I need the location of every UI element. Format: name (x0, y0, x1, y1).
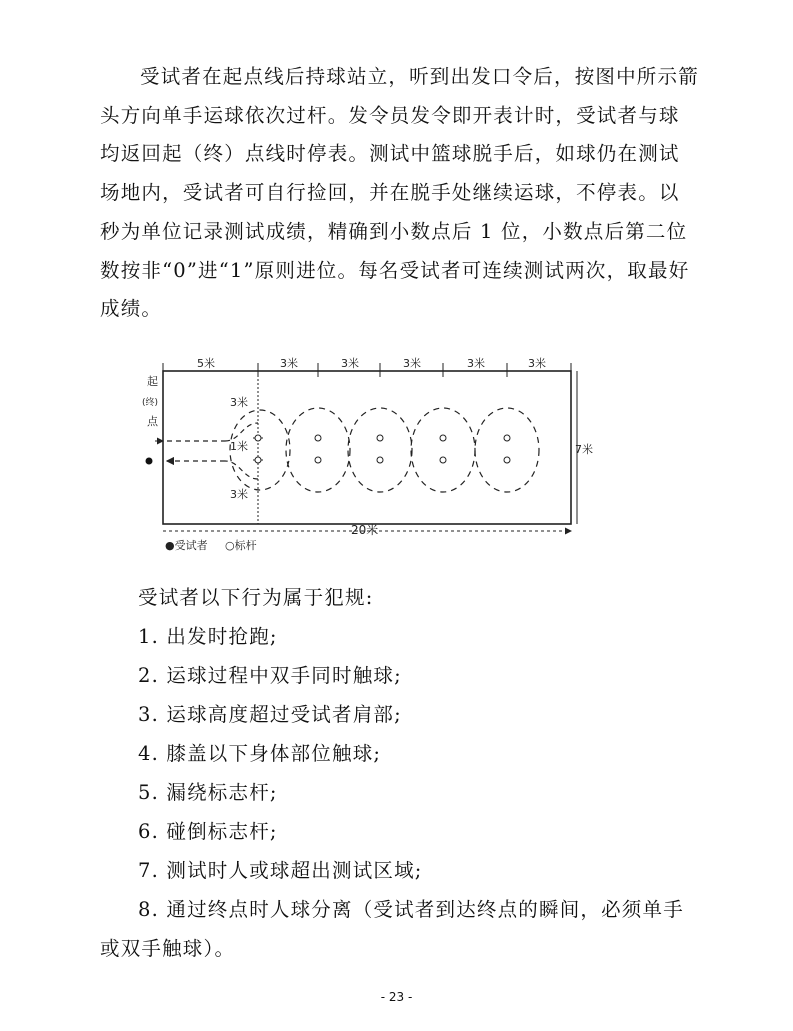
legend-player: ●受试者 (165, 539, 208, 552)
bottom-dim: 20米 (351, 523, 379, 537)
foul-4: 4. 膝盖以下身体部位触球; (138, 742, 382, 765)
top-label-2: 3米 (280, 357, 298, 370)
legend-pole: ○标杆 (225, 539, 257, 552)
foul-8-continuation: 或双手触球）。 (100, 937, 236, 960)
start-label-1: 起 (147, 375, 158, 388)
intro-text: 受试者在起点线后持球站立，听到出发口令后，按图中所示箭头方向单手运球依次过杆。发令员发令即开表计时，受试者与球均返回起（终）点线时停表。测试中篮球脱手后，如球仍在测试场地内，受试者可自行捡回，并在脱手处继续运球，不停表。以秒为单位记录测试成绩，精确到小数点后 1 位，小数点后第二位数按非“0”进“1”原则进位。每名受试者可连续测试两次，取最好成绩。 (100, 65, 699, 321)
top-label-4: 3米 (403, 357, 421, 370)
player-marker (146, 458, 153, 465)
foul-1: 1. 出发时抢跑; (138, 625, 278, 648)
fouls-intro: 受试者以下行为属于犯规: (138, 586, 374, 609)
left-dim-3: 3米 (230, 488, 248, 501)
dribble-course-diagram (125, 343, 595, 558)
left-dim-2: 1米 (230, 440, 248, 453)
poles (255, 435, 510, 463)
foul-5: 5. 漏绕标志杆; (138, 781, 278, 804)
top-dimension-ticks (163, 363, 571, 377)
start-label-3: 点 (147, 415, 158, 428)
foul-6: 6. 碰倒标志杆; (138, 820, 278, 843)
top-label-6: 3米 (528, 357, 546, 370)
top-label-3: 3米 (341, 357, 359, 370)
left-dim-1: 3米 (230, 396, 248, 409)
top-label-5: 3米 (467, 357, 485, 370)
dribble-path-ovals (230, 408, 539, 492)
foul-7: 7. 测试时人或球超出测试区域; (138, 859, 423, 882)
page-number: - 23 - (380, 990, 413, 1004)
right-dim: 7米 (575, 443, 593, 456)
top-label-1: 5米 (197, 357, 215, 370)
test-area (163, 371, 571, 524)
foul-8: 8. 通过终点时人球分离（受试者到达终点的瞬间，必须单手 (138, 898, 684, 921)
foul-3: 3. 运球高度超过受试者肩部; (138, 703, 402, 726)
start-label-2: (终) (142, 398, 159, 408)
foul-2: 2. 运球过程中双手同时触球; (138, 664, 402, 687)
intro-paragraph (100, 58, 700, 329)
